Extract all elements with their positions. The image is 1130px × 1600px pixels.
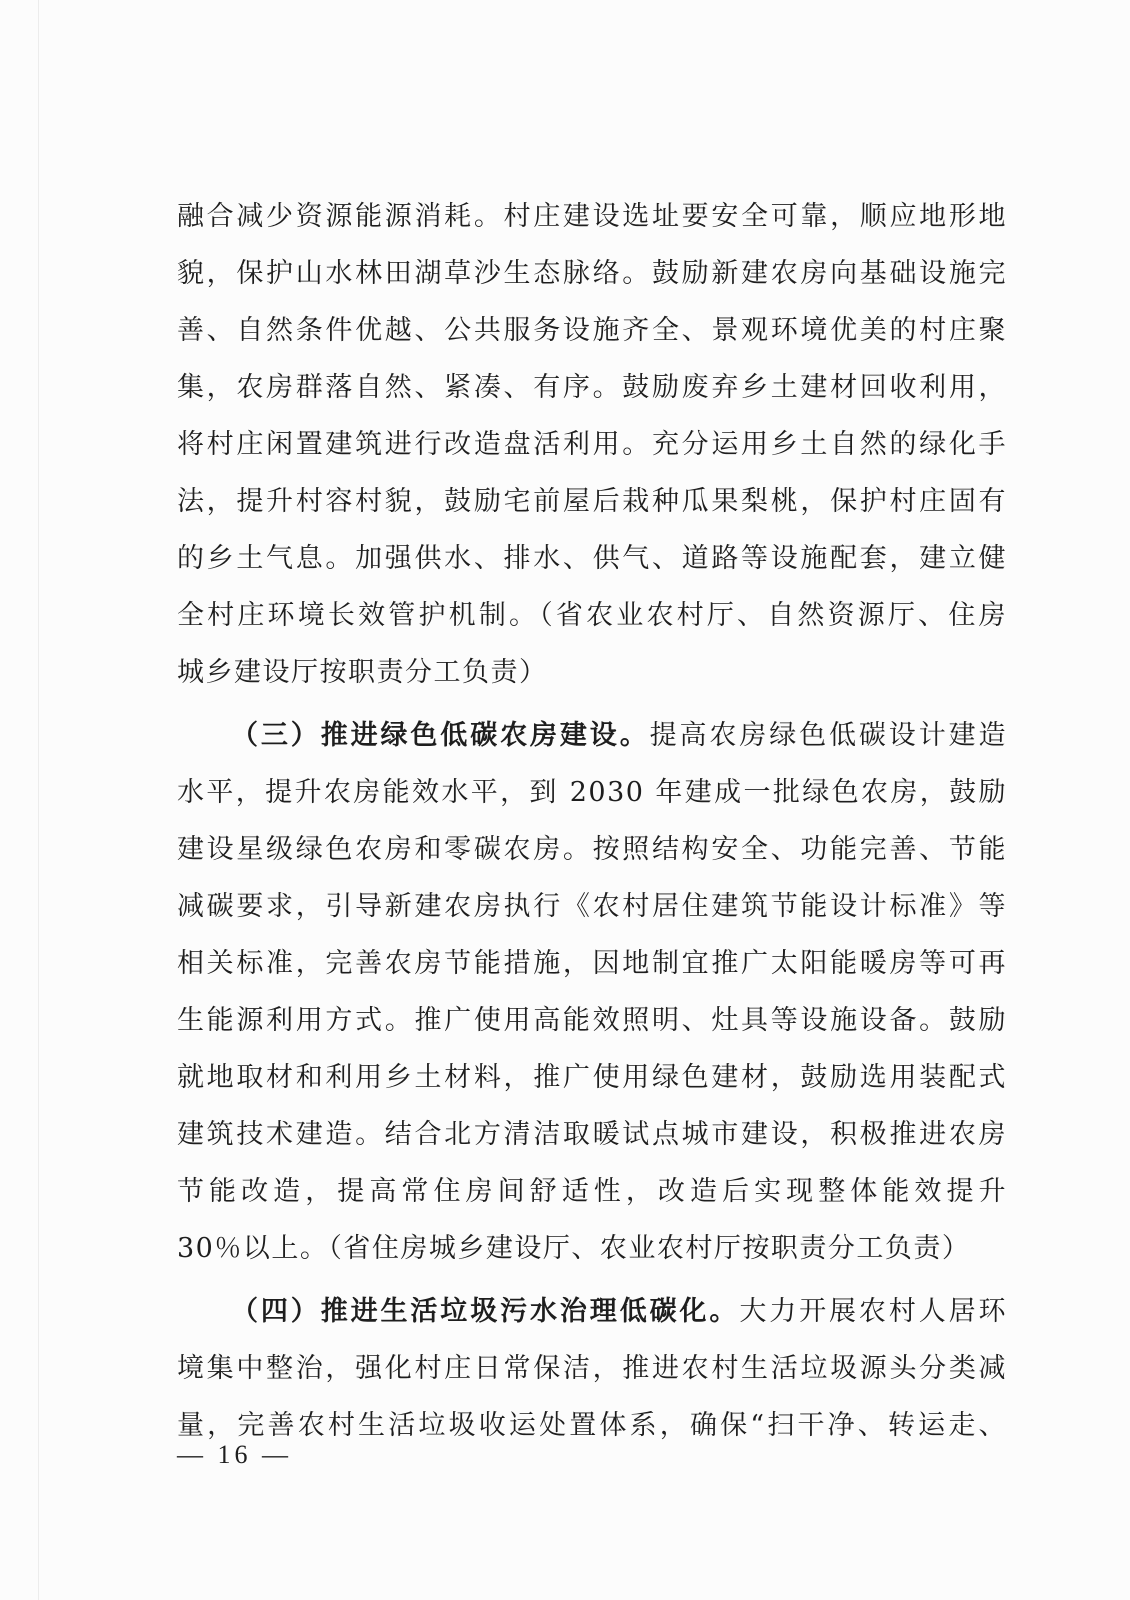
paragraph-line: 的乡土气息。加强供水、排水、供气、道路等设施配套，建立健 [177,543,1007,574]
page-edge-line [38,0,39,1600]
paragraph-first-line [177,707,1007,764]
paragraph-line: 建设星级绿色农房和零碳农房。按照结构安全、功能完善、节能 [177,834,1007,865]
paragraph-line: 30％以上。（省住房城乡建设厅、农业农村厅按职责分工负责） [177,1233,971,1264]
paragraph-line: 融合减少资源能源消耗。村庄建设选址要安全可靠，顺应地形地 [177,201,1007,232]
paragraph-line: 貌，保护山水林田湖草沙生态脉络。鼓励新建农房向基础设施完 [177,258,1007,289]
paragraph-text: 提高农房绿色低碳设计建造 [649,720,1008,751]
paragraph-first-line [177,1283,1007,1340]
document-body [177,188,1007,1454]
paragraph-line: 建筑技术建造。结合北方清洁取暖试点城市建设，积极推进农房 [177,1119,1007,1150]
paragraph-line: 将村庄闲置建筑进行改造盘活利用。充分运用乡土自然的绿化手 [177,429,1007,460]
page-number: — 16 — [177,1440,292,1469]
paragraph-line: 生能源利用方式。推广使用高能效照明、灶具等设施设备。鼓励 [177,1005,1007,1036]
section-heading-4: （四）推进生活垃圾污水治理低碳化。 [231,1296,740,1327]
section-heading-3: （三）推进绿色低碳农房建设。 [231,720,650,751]
paragraph-line: 全村庄环境长效管护机制。（省农业农村厅、自然资源厅、住房 [177,600,1007,631]
paragraph-line: 节能改造，提高常住房间舒适性，改造后实现整体能效提升 [177,1176,1007,1207]
paragraph-line: 相关标准，完善农房节能措施，因地制宜推广太阳能暖房等可再 [177,948,1007,979]
paragraph-line: 集，农房群落自然、紧凑、有序。鼓励废弃乡土建材回收利用， [177,372,1007,403]
paragraph-line: 城乡建设厅按职责分工负责） [177,657,548,688]
paragraph-line: 就地取材和利用乡土材料，推广使用绿色建材，鼓励选用装配式 [177,1062,1007,1093]
paragraph-line: 法，提升村容村貌，鼓励宅前屋后栽种瓜果梨桃，保护村庄固有 [177,486,1007,517]
paragraph-line: 水平，提升农房能效水平，到 2030 年建成一批绿色农房，鼓励 [177,777,1007,808]
paragraph-line: 减碳要求，引导新建农房执行《农村居住建筑节能设计标准》等 [177,891,1007,922]
paragraph-line: 境集中整治，强化村庄日常保洁，推进农村生活垃圾源头分类减 [177,1353,1007,1384]
paragraph-line: 量，完善农村生活垃圾收运处置体系，确保“扫干净、转运走、 [177,1410,1007,1441]
paragraph-line: 善、自然条件优越、公共服务设施齐全、景观环境优美的村庄聚 [177,315,1007,346]
paragraph-text: 大力开展农村人居环 [739,1296,1008,1327]
